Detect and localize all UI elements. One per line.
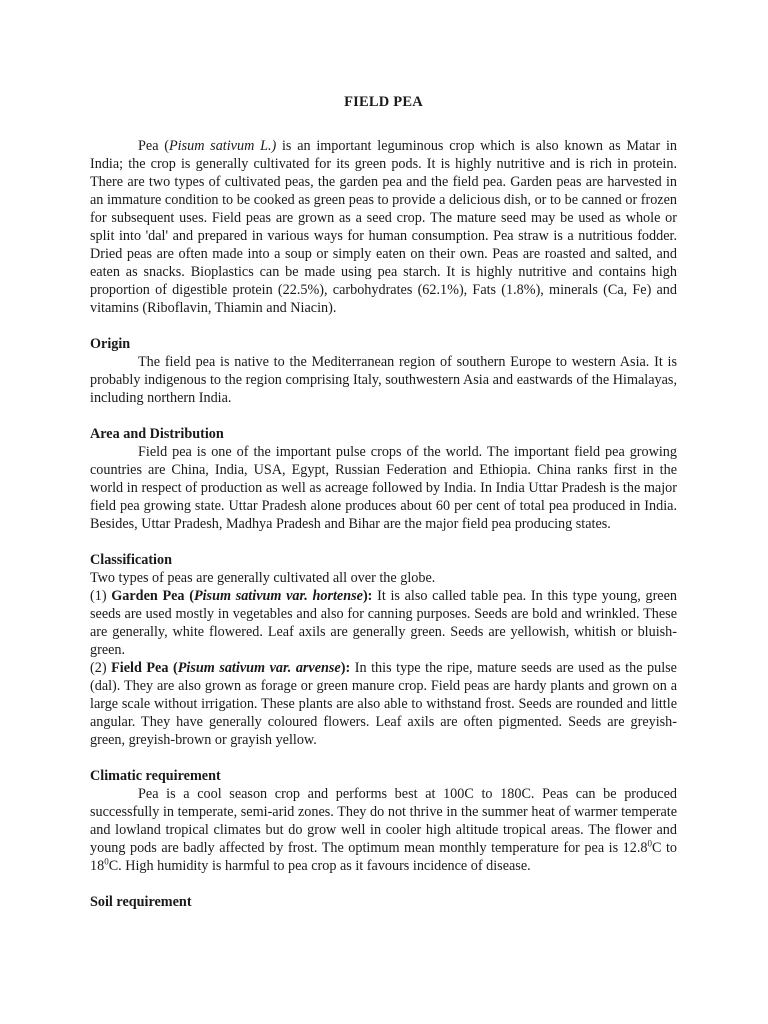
field-pea-species: Pisum sativum var. arvense (177, 660, 341, 676)
field-pea-paragraph (90, 659, 677, 749)
document-page (90, 84, 677, 911)
area-paragraph: Field pea is one of the important pulse crops of the world. The important field pea growing countries are China, India, USA, Egypt, Russian Federation and Ethiopia. China ranks first in the world in respect of production as well as acreage followed by India. In India Uttar Pradesh is the major field pea growing state. Uttar Pradesh alone produces about 60 per cent of total pea produced in India. Besides, Uttar Pradesh, Madhya Pradesh and Bihar are the major field pea producing states. (90, 444, 677, 532)
origin-paragraph: The field pea is native to the Mediterranean region of southern Europe to western Asia. It is probably indigenous to the region comprising Italy, southwestern Asia and eastwards of the Himalayas, including northern India. (90, 354, 677, 406)
field-pea-close: ): (340, 660, 351, 676)
degree-superscript: 0 (104, 856, 109, 867)
climatic-mid: C to 18 (90, 840, 677, 874)
field-pea-name: Field Pea ( (111, 660, 178, 676)
climatic-end: C. High humidity is harmful to pea crop as it favours incidence of disease. (108, 858, 531, 874)
garden-pea-text: It is also called table pea. In this type young, green seeds are used mostly in vegetables and also for canning purposes. Seeds are bold and wrinkled. These are generally, white flowered. Leaf axils are generally green. Seeds are yellowish, whitish or bluish-green. (90, 588, 677, 658)
intro-text: is an important leguminous crop which is also known as Matar in India; the crop is generally cultivated for its green pods. It is highly nutritive and is rich in protein. There are two types of cultivated peas, the garden pea and the field pea. Garden peas are harvested in an immature condition to be cooked as green peas to provide a delicious dish, or to be canned or frozen for subsequent uses. Field peas are grown as a seed crop. The mature seed may be used as whole or split into 'dal' and prepared in various ways for human consumption. Pea straw is a nutritious fodder. Dried peas are often made into a soup or simply eaten on their own. Peas are roasted and salted, and eaten as snacks. Bioplastics can be made using pea starch. It is highly nutritive and contains high proportion of digestible protein (22.5%), carbohydrates (62.1%), Fats (1.8%), minerals (Ca, Fe) and vitamins (Riboflavin, Thiamin and Niacin). (90, 138, 677, 316)
intro-paragraph (90, 137, 677, 317)
classification-heading: Classification (90, 552, 172, 568)
area-heading: Area and Distribution (90, 426, 224, 442)
garden-pea-close: ): (362, 588, 373, 604)
garden-pea-paragraph (90, 587, 677, 659)
garden-pea-species: Pisum sativum var. hortense (193, 588, 363, 604)
field-pea-text: In this type the ripe, mature seeds are used as the pulse (dal). They are also grown as forage or green manure crop. Field peas are hardy plants and grown on a large scale without irrigation. These plants are also able to withstand frost. Seeds are rounded and little angular. They have generally coloured flowers. Leaf axils are often pigmented. Seeds are greyish-green, greyish-brown or grayish yellow. (90, 660, 677, 748)
soil-heading: Soil requirement (90, 894, 192, 910)
field-pea-label (111, 660, 350, 676)
garden-pea-name: Garden Pea ( (111, 588, 194, 604)
garden-pea-label (111, 588, 372, 604)
classification-intro: Two types of peas are generally cultivated all over the globe. (90, 570, 436, 586)
page-title: FIELD PEA (344, 94, 423, 110)
garden-pea-number: (1) (90, 588, 112, 604)
field-pea-number: (2) (90, 660, 112, 676)
intro-prefix: Pea ( (138, 138, 169, 154)
degree-superscript: 0 (647, 838, 652, 849)
climatic-paragraph (90, 785, 677, 875)
origin-heading: Origin (90, 336, 131, 352)
climatic-heading: Climatic requirement (90, 768, 221, 784)
climatic-text: Pea is a cool season crop and performs best at 100C to 180C. Peas can be produced successfully in temperate, semi-arid zones. They do not thrive in the summer heat of warmer temperate and lowland tropical climates but do grow well in cooler high altitude tropical areas. The flower and young pods are badly affected by frost. The optimum mean monthly temperature for pea is 12.8 (90, 786, 677, 856)
intro-species: Pisum sativum L.) (168, 138, 277, 154)
